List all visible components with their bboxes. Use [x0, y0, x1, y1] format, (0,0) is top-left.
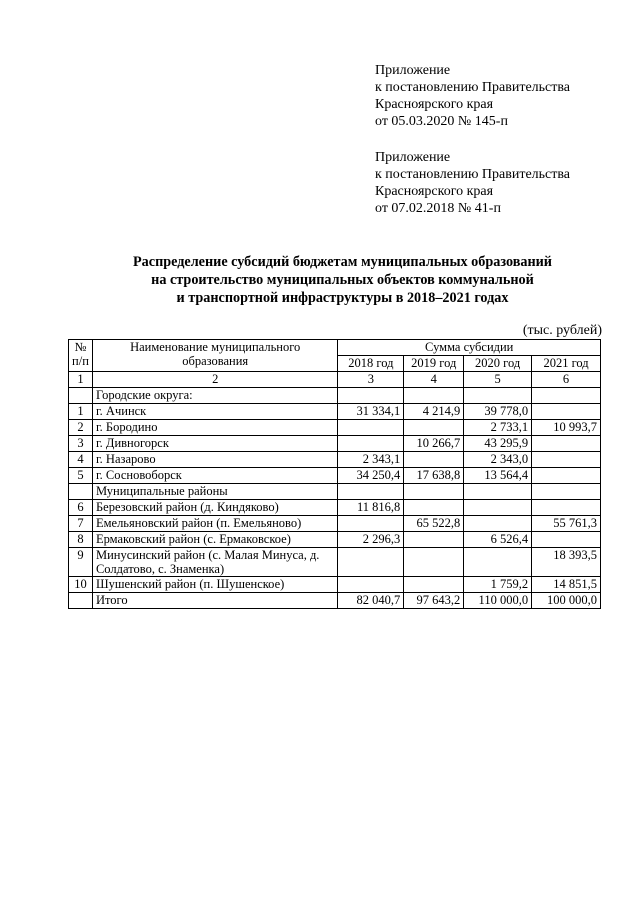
row-value-2019: 65 522,8 [404, 516, 464, 532]
unit-label: (тыс. рублей) [522, 323, 602, 338]
row-value-2018: 34 250,4 [338, 468, 404, 484]
column-number: 3 [338, 372, 404, 388]
row-value-2020: 39 778,0 [464, 404, 532, 420]
table-row [69, 500, 601, 516]
row-value-2020: 2 733,1 [464, 420, 532, 436]
row-value-2018 [338, 420, 404, 436]
column-number: 1 [69, 372, 93, 388]
section-label: Городские округа: [92, 388, 337, 404]
total-label: Итого [92, 593, 337, 609]
row-value-2018: 2 296,3 [338, 532, 404, 548]
header-num: № п/п [69, 340, 93, 372]
title-line: Распределение субсидий бюджетам муниципальных образований [133, 254, 552, 270]
row-value-2019 [404, 500, 464, 516]
column-number: 5 [464, 372, 532, 388]
appendix-line: от 07.02.2018 № 41-п [375, 201, 501, 216]
row-value-2021 [532, 532, 601, 548]
table-row [69, 577, 601, 593]
total-value: 100 000,0 [532, 593, 601, 609]
row-value-2019: 4 214,9 [404, 404, 464, 420]
row-name: г. Сосновоборск [92, 468, 337, 484]
header-name: Наименование муниципального образования [92, 340, 337, 372]
appendix-line: Приложение [375, 63, 451, 78]
column-number: 6 [532, 372, 601, 388]
appendix-line: Красноярского края [375, 184, 494, 199]
subsidy-table [68, 339, 601, 609]
column-number: 2 [92, 372, 337, 388]
row-name: Ермаковский район (с. Ермаковское) [92, 532, 337, 548]
column-number: 4 [404, 372, 464, 388]
row-value-2020 [464, 548, 532, 577]
total-value: 97 643,2 [404, 593, 464, 609]
row-number: 3 [69, 436, 93, 452]
row-name: Березовский район (д. Киндяково) [92, 500, 337, 516]
header-sum: Сумма субсидии [338, 340, 601, 356]
row-number: 8 [69, 532, 93, 548]
appendix-line: к постановлению Правительства [375, 167, 571, 182]
document-title [60, 253, 625, 307]
row-number: 10 [69, 577, 93, 593]
row-name: г. Бородино [92, 420, 337, 436]
row-number: 5 [69, 468, 93, 484]
row-value-2021: 18 393,5 [532, 548, 601, 577]
table-row [69, 532, 601, 548]
row-number: 2 [69, 420, 93, 436]
row-name: г. Ачинск [92, 404, 337, 420]
table-row [69, 404, 601, 420]
table-row [69, 548, 601, 577]
row-value-2018 [338, 516, 404, 532]
row-value-2020 [464, 500, 532, 516]
header-year: 2021 год [532, 356, 601, 372]
row-value-2021: 10 993,7 [532, 420, 601, 436]
row-value-2018 [338, 577, 404, 593]
row-value-2021: 14 851,5 [532, 577, 601, 593]
row-name: Емельяновский район (п. Емельяново) [92, 516, 337, 532]
row-value-2021: 55 761,3 [532, 516, 601, 532]
table-row [69, 452, 601, 468]
row-value-2018 [338, 548, 404, 577]
appendix-line: от 05.03.2020 № 145-п [375, 114, 508, 129]
row-name: г. Назарово [92, 452, 337, 468]
table-row [69, 516, 601, 532]
row-value-2020: 6 526,4 [464, 532, 532, 548]
row-value-2018 [338, 436, 404, 452]
row-number: 7 [69, 516, 93, 532]
row-value-2018: 11 816,8 [338, 500, 404, 516]
row-number: 6 [69, 500, 93, 516]
header-row [69, 340, 601, 356]
row-number: 4 [69, 452, 93, 468]
row-value-2019 [404, 577, 464, 593]
appendix-original [375, 149, 570, 217]
row-value-2018: 31 334,1 [338, 404, 404, 420]
row-value-2020 [464, 516, 532, 532]
appendix-line: Красноярского края [375, 97, 494, 112]
row-value-2021 [532, 500, 601, 516]
title-line: и транспортной инфраструктуры в 2018–2021 годах [176, 290, 509, 306]
row-value-2020: 13 564,4 [464, 468, 532, 484]
header-year: 2018 год [338, 356, 404, 372]
appendix-current [375, 62, 570, 130]
row-name: Шушенский район (п. Шушенское) [92, 577, 337, 593]
row-value-2021 [532, 452, 601, 468]
row-value-2019 [404, 420, 464, 436]
row-name: Минусинский район (с. Малая Минуса, д. Солдатово, с. Знаменка) [92, 548, 337, 577]
total-value: 82 040,7 [338, 593, 404, 609]
row-value-2020: 43 295,9 [464, 436, 532, 452]
header-year: 2019 год [404, 356, 464, 372]
total-value: 110 000,0 [464, 593, 532, 609]
row-value-2020: 2 343,0 [464, 452, 532, 468]
row-value-2021 [532, 404, 601, 420]
section-row-districts [69, 484, 601, 500]
row-value-2021 [532, 436, 601, 452]
row-name: г. Дивногорск [92, 436, 337, 452]
row-value-2019 [404, 532, 464, 548]
appendix-line: Приложение [375, 150, 451, 165]
section-label: Муниципальные районы [92, 484, 337, 500]
row-value-2018: 2 343,1 [338, 452, 404, 468]
row-value-2021 [532, 468, 601, 484]
total-row [69, 593, 601, 609]
row-value-2019 [404, 548, 464, 577]
row-value-2019: 10 266,7 [404, 436, 464, 452]
row-value-2019: 17 638,8 [404, 468, 464, 484]
appendix-line: к постановлению Правительства [375, 80, 571, 95]
row-number: 9 [69, 548, 93, 577]
column-number-row [69, 372, 601, 388]
table-row [69, 468, 601, 484]
table-row [69, 420, 601, 436]
row-number: 1 [69, 404, 93, 420]
table-row [69, 436, 601, 452]
section-row-urban [69, 388, 601, 404]
row-value-2019 [404, 452, 464, 468]
header-year: 2020 год [464, 356, 532, 372]
title-line: на строительство муниципальных объектов коммунальной [151, 272, 534, 288]
row-value-2020: 1 759,2 [464, 577, 532, 593]
